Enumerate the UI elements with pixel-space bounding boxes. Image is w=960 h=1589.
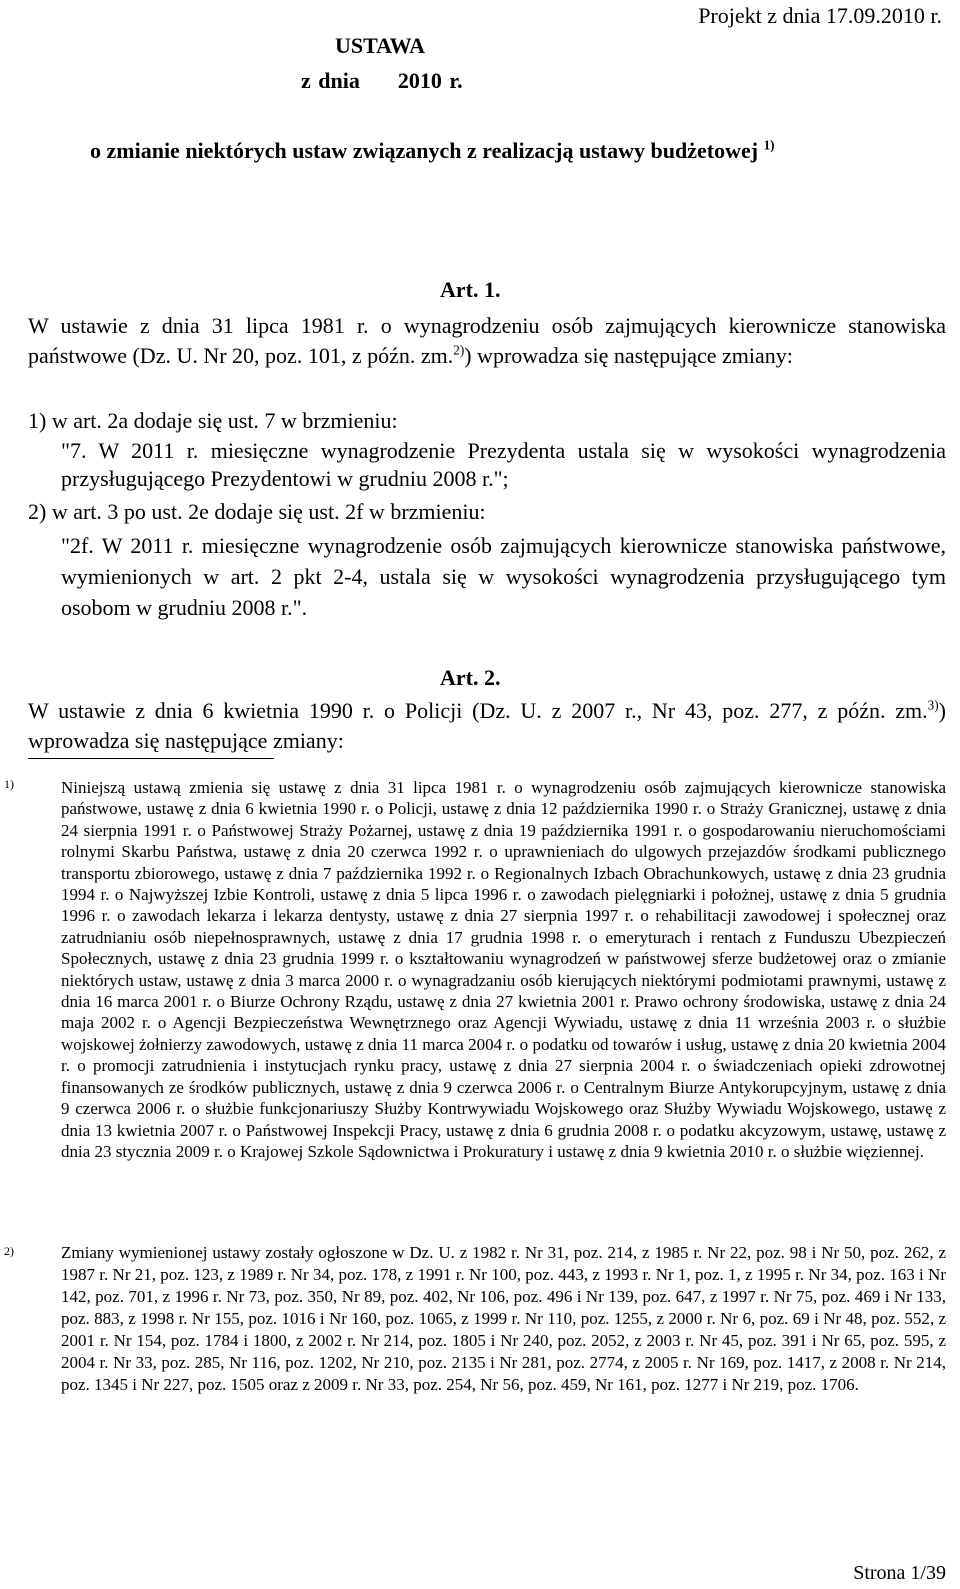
date-suffix: 2010 r. [397,68,463,93]
project-date: Projekt z dnia 17.09.2010 r. [698,3,942,28]
article-2-heading: Art. 2. [440,665,501,690]
article-1-heading: Art. 1. [440,277,501,302]
article-1-item-1: 1) w art. 2a dodaje się ust. 7 w brzmieniu: [28,408,398,433]
article-1-intro-text: W ustawie z dnia 31 lipca 1981 r. o wynagrodzeniu osób zajmujących kierownicze stanowiska państwowe (Dz. U. Nr 20, poz. 101, z późn. zm. [28,313,946,368]
article-2-intro-tail: ) wprowadza się następujące zmiany: [28,698,946,753]
subject-text: o zmianie niektórych ustaw związanych z realizacją ustawy budżetowej [90,138,759,163]
footnote-ref-2[interactable]: 2) [453,342,465,358]
footnote-separator [28,758,274,759]
article-2-intro [28,696,946,756]
article-1-intro [28,311,946,371]
footnote-ref-3[interactable]: 3) [927,697,939,713]
footnote-2-text: Zmiany wymienionej ustawy zostały ogłoszone w Dz. U. z 1982 r. Nr 31, poz. 214, z 1985 r. Nr 22, poz. 98 i Nr 50, poz. 262, z 1987 r. Nr 21, poz. 123, z 1989 r. Nr 34, poz. 178, z 1991 r. Nr 100, poz. 443, z 1993 r. Nr 1, poz. 1, z 1995 r. Nr 34, poz. 163 i Nr 142, poz. 701, z 1996 r. Nr 73, poz. 350, Nr 89, poz. 402, Nr 106, poz. 496 i Nr 139, poz. 647, z 1997 r. Nr 75, poz. 469 i Nr 133, poz. 883, z 1998 r. Nr 155, poz. 1016 i Nr 160, poz. 1065, z 1999 r. Nr 110, poz. 1255, z 2000 r. Nr 6, poz. 69 i Nr 48, poz. 552, z 2001 r. Nr 154, poz. 1784 i 1800, z 2002 r. Nr 214, poz. 1805 i Nr 240, poz. 2052, z 2003 r. Nr 45, poz. 391 i Nr 65, poz. 595, z 2004 r. Nr 33, poz. 285, Nr 116, poz. 1202, Nr 210, poz. 2135 i Nr 281, poz. 2774, z 2005 r. Nr 169, poz. 1417, z 2008 r. Nr 214, poz. 1345 i Nr 227, poz. 1505 oraz z 2009 r. Nr 33, poz. 254, Nr 56, poz. 459, Nr 161, poz. 1277 i Nr 219, poz. 1706. [61,1243,946,1394]
footnote-ref-1[interactable]: 1) [763,137,775,153]
article-2-intro-text: W ustawie z dnia 6 kwietnia 1990 r. o Policji (Dz. U. z 2007 r., Nr 43, poz. 277, z późn. zm. [28,698,928,723]
article-1-intro-tail: ) wprowadza się następujące zmiany: [464,343,793,368]
footnote-1-mark: 1) [4,777,14,791]
document-date [301,68,463,94]
footnote-1-text: Niniejszą ustawą zmienia się ustawę z dnia 31 lipca 1981 r. o wynagrodzeniu osób zajmujących kierownicze stanowiska państwowe, ustawę z dnia 6 kwietnia 1990 r. o Policji, ustawę z dnia 12 października 1990 r. o Straży Granicznej, ustawę z dnia 24 sierpnia 1991 r. o Państwowej Straży Pożarnej, ustawę z dnia 19 października 1991 r. o gospodarowaniu nieruchomościami rolnymi Skarbu Państwa, ustawę z dnia 20 czerwca 1992 r. o uprawnieniach do ulgowych przejazdów środkami publicznego transportu zbiorowego, ustawę z dnia 7 października 1992 r. o Regionalnych Izbach Obrachunkowych, ustawę z dnia 23 grudnia 1994 r. o Najwyższej Izbie Kontroli, ustawę z dnia 5 lipca 1996 r. o zawodach pielęgniarki i położnej, ustawę z dnia 5 grudnia 1996 r. o zawodach lekarza i lekarza dentysty, ustawę z dnia 27 sierpnia 1997 r. o rehabilitacji zawodowej i społecznej oraz zatrudnianiu osób niepełnosprawnych, ustawę z dnia 17 grudnia 1998 r. o emeryturach i rentach z Funduszu Ubezpieczeń Społecznych, ustawę z dnia 23 grudnia 1999 r. o kształtowaniu wynagrodzeń w państwowej sferze budżetowej oraz o zmianie niektórych ustaw, ustawę z dnia 3 marca 2000 r. o wynagradzaniu osób kierujących niektórymi podmiotami prawnymi, ustawę z dnia 16 marca 2001 r. o Biurze Ochrony Rządu, ustawę z dnia 27 kwietnia 2001 r. Prawo ochrony środowiska, ustawę z dnia 24 maja 2002 r. o Agencji Bezpieczeństwa Wewnętrznego oraz Agencji Wywiadu, ustawę z dnia 11 września 2003 r. o służbie wojskowej żołnierzy zawodowych, ustawę z dnia 11 marca 2004 r. o podatku od towarów i usług, ustawę z dnia 20 kwietnia 2004 r. o promocji zatrudnienia i instytucjach rynku pracy, ustawę z dnia 27 sierpnia 2004 r. o świadczeniach opieki zdrowotnej finansowanych ze środków publicznych, ustawę z dnia 9 czerwca 2006 r. o Centralnym Biurze Antykorupcyjnym, ustawę z dnia 9 czerwca 2006 r. o służbie funkcjonariuszy Służby Kontrwywiadu Wojskowego oraz Służby Wywiadu Wojskowego, ustawę z dnia 13 kwietnia 2007 r. o Państwowej Inspekcji Pracy, ustawę z dnia 6 grudnia 2008 r. o podatku akcyzowym, ustawę, ustawę z dnia 23 stycznia 2009 r. o Krajowej Szkole Sądownictwa i Prokuratury i ustawę z dnia 9 kwietnia 2010 r. o służbie więziennej. [61,778,946,1161]
document-subject [90,138,775,164]
article-1-quote-2: "2f. W 2011 r. miesięczne wynagrodzenie osób zajmujących kierownicze stanowiska państwowe, wymienionych w art. 2 pkt 2-4, ustala się w wysokości wynagrodzenia przysługującego tym osobom w grudniu 2008 r.". [61,533,946,620]
document-title: USTAWA [335,33,426,58]
page-number: Strona 1/39 [853,1562,946,1584]
date-prefix: z dnia [301,68,360,93]
article-1-item-2: 2) w art. 3 po ust. 2e dodaje się ust. 2f w brzmieniu: [28,499,486,524]
footnote-2-mark: 2) [4,1244,14,1258]
article-1-quote-1: "7. W 2011 r. miesięczne wynagrodzenie Prezydenta ustala się w wysokości wynagrodzenia przysługującego Prezydentowi w grudniu 2008 r."; [61,438,946,491]
